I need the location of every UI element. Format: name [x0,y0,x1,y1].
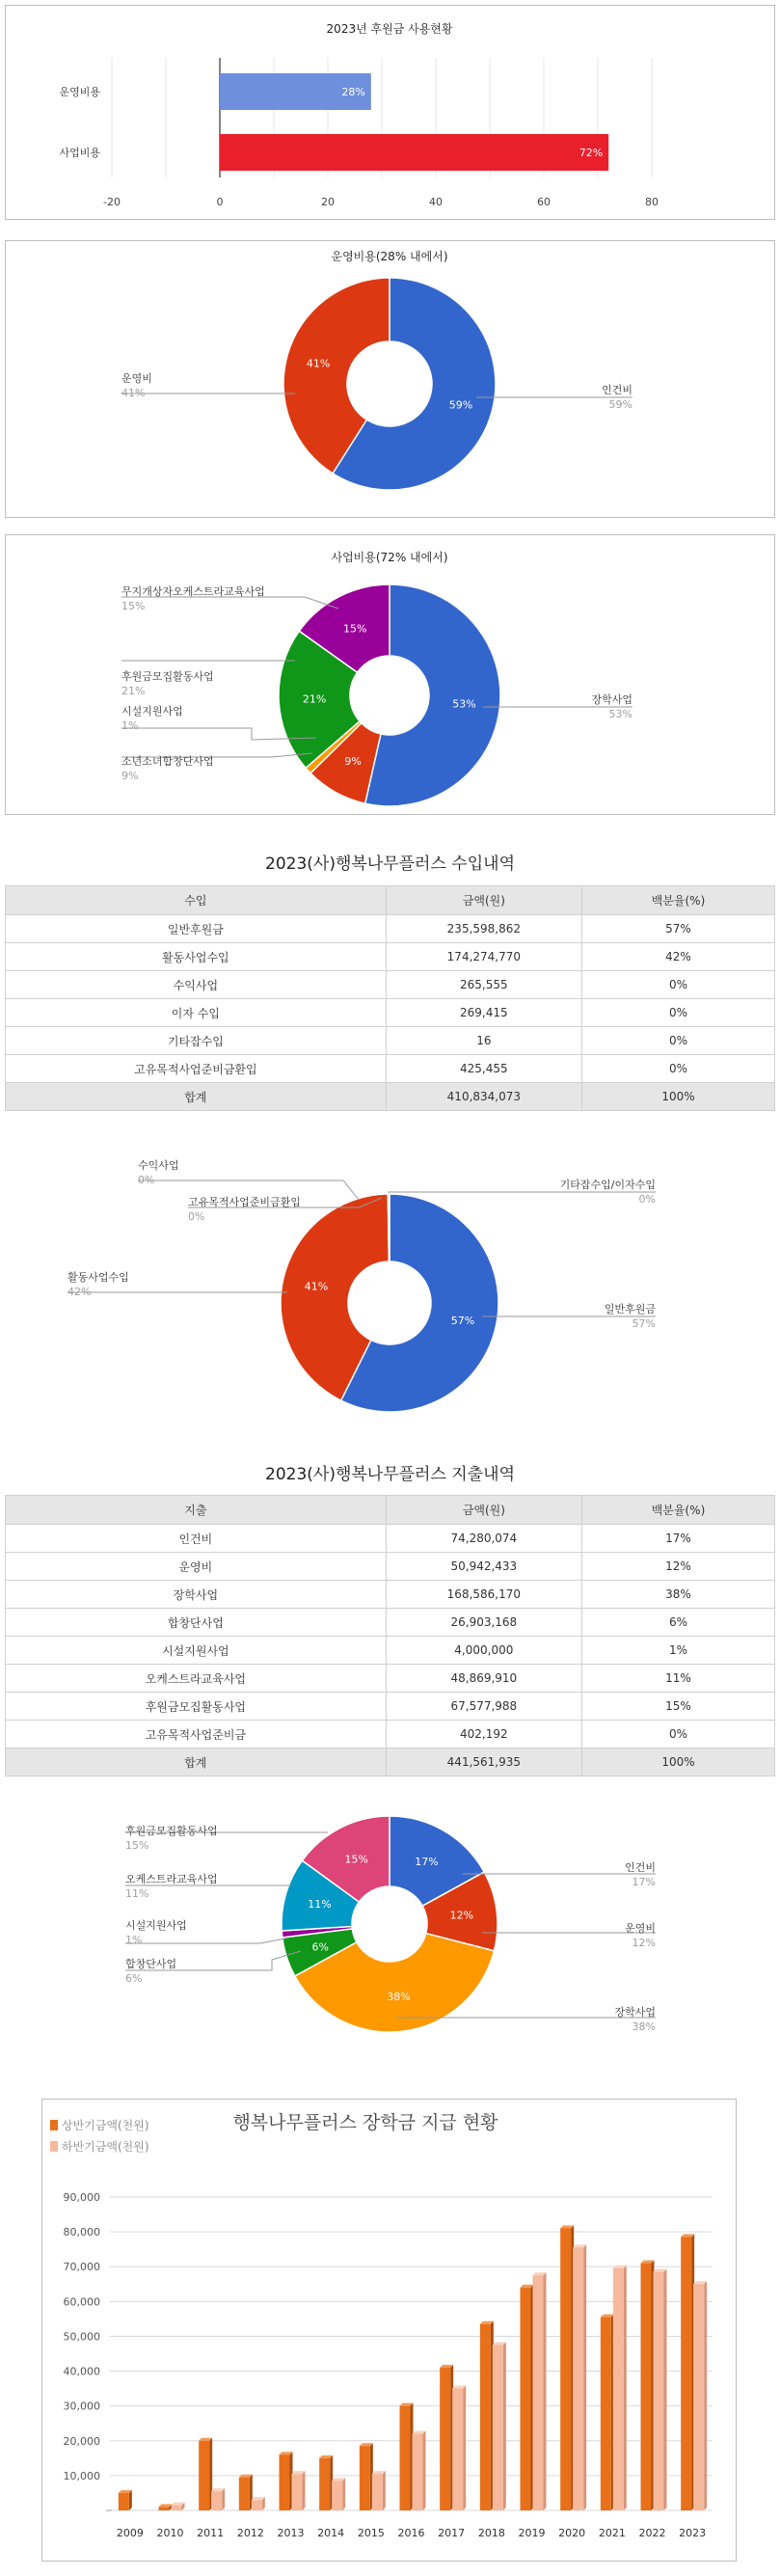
bar-side [544,2272,547,2510]
callout-label: 시설지원사업 [121,705,183,718]
legend-label: 상반기금액(천원) [62,2119,149,2132]
callout-percent: 38% [632,2020,656,2033]
legend-swatch [50,2141,58,2152]
table-cell: 시설지원사업 [6,1637,387,1665]
table-cell: 26,903,168 [386,1609,581,1637]
bar [211,2491,222,2510]
table-cell: 1% [581,1637,774,1665]
callout-line [121,597,338,609]
slice-value-label: 12% [449,1909,474,1922]
expense-title: 2023(사)행복나무플러스 지출내역 [265,1465,515,1484]
table-total-row [6,1083,775,1111]
table-cell: 운영비 [6,1553,387,1581]
income-donut-chart [0,1148,780,1418]
bar [172,2506,182,2510]
bar [413,2434,423,2510]
callout-percent: 9% [121,770,139,782]
bar-value-label: 72% [578,147,604,159]
table-cell: 기타잡수입 [6,1027,387,1055]
x-tick-label: 2009 [116,2527,144,2539]
chart-title: 2023년 후원금 사용현황 [326,22,453,36]
x-tick-label: 2021 [598,2527,626,2539]
table-cell: 장학사업 [6,1581,387,1609]
table-cell: 441,561,935 [386,1749,581,1776]
table-cell: 50,942,433 [386,1553,581,1581]
bar-side [383,2471,386,2510]
x-tick-label: 2020 [558,2527,586,2539]
callout-percent: 11% [125,1887,149,1900]
callout-percent: 15% [121,600,146,612]
table-cell: 후원금모집활동사업 [6,1693,387,1721]
table-row [6,1693,775,1721]
bar [452,2389,463,2510]
slice-value-label: 21% [302,692,327,706]
table-header-row [6,886,775,915]
y-tick-label: 50,000 [63,2330,100,2344]
chart-title: 운영비용(28% 내에서) [331,250,448,263]
x-tick-label: 2023 [679,2527,707,2539]
legend-label: 하반기금액(천원) [62,2140,149,2154]
table-header-row [6,1496,775,1525]
bar [360,2446,370,2510]
callout-percent: 15% [125,1839,149,1852]
table-total-row [6,1749,775,1776]
slice-value-label: 59% [448,398,473,412]
table-cell: 57% [581,915,774,943]
table-row [6,915,775,943]
table-row [6,1027,775,1055]
expense-donut-chart [0,1803,780,2064]
bar [641,2264,652,2510]
table-row [6,1581,775,1609]
table-cell: 235,598,862 [386,915,581,943]
callout-label: 인건비 [602,384,632,396]
table-cell: 4,000,000 [386,1637,581,1665]
table-header-cell: 백분율(%) [581,1496,774,1525]
bar [239,2478,250,2510]
bar [400,2406,411,2510]
bar [560,2229,571,2511]
table-cell: 수익사업 [6,971,387,999]
callout-label: 후원금모집활동사업 [121,670,214,683]
table-row [6,1637,775,1665]
callout-label: 장학사업 [591,693,632,706]
slice-value-label: 41% [304,1280,329,1293]
x-tick-label: 2018 [477,2527,505,2539]
table-cell: 17% [581,1525,774,1553]
slice-value-label: 15% [343,622,367,636]
bar [654,2272,664,2510]
table-row [6,943,775,971]
bar-side [222,2488,225,2510]
table-cell: 이자 수입 [6,999,387,1027]
bar [493,2345,503,2510]
bar-side [624,2265,627,2510]
table-cell: 100% [581,1083,774,1111]
income-table [5,885,775,1111]
callout-label: 인건비 [625,1861,656,1874]
table-cell: 269,415 [386,999,581,1027]
x-tick-label: 40 [429,196,443,208]
slice-value-label: 9% [344,755,362,769]
category-label: 운영비용 [59,86,100,98]
callout-label: 기타잡수입/이자수입 [559,1179,656,1191]
callout-label: 시설지원사업 [125,1919,187,1932]
callout-percent: 6% [125,1972,143,1985]
table-cell: 고유목적사업준비금환입 [6,1055,387,1083]
table-header-cell: 지출 [6,1496,387,1525]
y-tick-label: 10,000 [63,2469,100,2482]
callout-percent: 42% [67,1286,92,1298]
table-cell: 67,577,988 [386,1693,581,1721]
table-cell: 0% [581,1721,774,1749]
scholarship-chart-panel [41,2099,737,2562]
table-header-cell: 수입 [6,886,387,915]
bar [280,2454,290,2510]
y-tick-label: 60,000 [63,2295,100,2309]
table-cell: 168,586,170 [386,1581,581,1609]
income-title: 2023(사)행복나무플러스 수입내역 [265,854,515,874]
bar [319,2458,330,2510]
table-cell: 15% [581,1693,774,1721]
bar-side [342,2478,345,2510]
slice-value-label: 11% [308,1897,332,1911]
business-donut-chart [6,535,774,814]
callout-line [125,1939,285,1943]
callout-label: 무지개상자오케스트라교육사업 [121,585,265,598]
callout-percent: 1% [121,719,139,732]
bar [480,2324,491,2510]
table-cell: 42% [581,943,774,971]
x-tick-label: 2017 [438,2527,466,2539]
table-row [6,1721,775,1749]
y-tick-label: 30,000 [63,2400,100,2413]
table-cell: 425,455 [386,1055,581,1083]
x-tick-label: 2015 [357,2527,385,2539]
table-row [6,1553,775,1581]
table-cell: 합계 [6,1749,387,1776]
callout-label: 후원금모집활동사업 [125,1825,218,1837]
callout-label: 장학사업 [614,2006,656,2019]
callout-percent: 17% [632,1876,656,1888]
x-tick-label: -20 [103,196,121,208]
operating-chart-panel [5,240,775,518]
x-tick-label: 2022 [638,2527,666,2539]
bar-side [463,2386,466,2510]
table-cell: 100% [581,1749,774,1776]
table-cell: 인건비 [6,1525,387,1553]
bar [119,2493,129,2510]
callout-label: 운영비 [625,1922,656,1935]
y-tick-label: 20,000 [63,2434,100,2448]
table-cell: 0% [581,1055,774,1083]
slice-value-label: 15% [344,1853,368,1866]
bar [332,2481,342,2510]
x-tick-label: 2016 [397,2527,425,2539]
callout-label: 일반후원금 [604,1303,656,1315]
x-tick-label: 2011 [197,2527,225,2539]
callout-percent: 53% [608,708,632,720]
scholarship-bar-chart [42,2100,736,2561]
table-cell: 0% [581,1027,774,1055]
callout-percent: 59% [608,398,632,411]
table-cell: 11% [581,1665,774,1693]
bar [613,2268,624,2510]
table-header-cell: 금액(원) [386,886,581,915]
table-header-cell: 금액(원) [386,1496,581,1525]
bar [440,2368,450,2510]
callout-percent: 0% [638,1193,656,1206]
bar-side [423,2431,426,2510]
slice-value-label: 6% [311,1940,329,1954]
callout-percent: 1% [125,1934,143,1946]
legend-swatch [50,2120,58,2130]
y-tick-label: 70,000 [63,2261,100,2274]
bar-value-label: 28% [341,86,365,98]
slice-value-label: 53% [452,697,476,711]
bar-side [129,2490,132,2510]
chart-title: 사업비용(72% 내에서) [331,551,448,564]
bar [681,2237,691,2510]
slice-value-label: 17% [415,1856,439,1869]
bar [159,2507,170,2510]
callout-label: 수익사업 [138,1159,179,1172]
operating-donut-chart [6,241,774,517]
callout-label: 합창단사업 [125,1958,177,1970]
x-tick-label: 2019 [518,2527,546,2539]
table-cell: 일반후원금 [6,915,387,943]
callout-percent: 21% [121,685,146,697]
table-cell: 활동사업수입 [6,943,387,971]
table-row [6,1055,775,1083]
bar [693,2284,704,2510]
table-cell: 0% [581,999,774,1027]
bar [573,2247,583,2510]
x-tick-label: 80 [645,196,659,208]
table-row [6,1525,775,1553]
y-tick-label: 90,000 [63,2191,100,2204]
bar [252,2500,262,2510]
bar [199,2441,209,2510]
callout-percent: 0% [138,1174,155,1186]
callout-label: 활동사업수입 [67,1271,129,1284]
table-cell: 0% [581,971,774,999]
table-cell: 174,274,770 [386,943,581,971]
business-chart-panel [5,534,775,815]
slice-value-label: 41% [306,357,331,370]
x-tick-label: 2014 [317,2527,345,2539]
x-tick-label: 60 [537,196,551,208]
table-cell: 265,555 [386,971,581,999]
callout-percent: 57% [632,1317,656,1330]
y-tick-label: 40,000 [63,2365,100,2378]
usage-bar-chart [6,6,774,219]
table-cell: 오케스트라교육사업 [6,1665,387,1693]
callout-percent: 12% [632,1937,656,1949]
expense-table [5,1495,775,1776]
bar [521,2288,531,2510]
bar-side [664,2269,667,2510]
category-label: 사업비용 [59,147,100,159]
x-tick-label: 0 [216,196,224,208]
table-cell: 410,834,073 [386,1083,581,1111]
bar [601,2318,611,2510]
table-cell: 38% [581,1581,774,1609]
table-row [6,1609,775,1637]
callout-label: 오케스트라교육사업 [125,1873,218,1885]
table-cell: 6% [581,1609,774,1637]
table-cell: 402,192 [386,1721,581,1749]
callout-label: 운영비 [121,372,152,385]
pie-slice [389,1194,390,1261]
table-header-cell: 백분율(%) [581,886,774,915]
callout-percent: 0% [188,1210,205,1223]
table-cell: 48,869,910 [386,1665,581,1693]
table-cell: 16 [386,1027,581,1055]
chart-title: 행복나무플러스 장학금 지급 현황 [232,2112,498,2133]
bar [533,2275,544,2510]
table-row [6,999,775,1027]
x-tick-label: 2013 [277,2527,305,2539]
y-tick-label: 80,000 [63,2226,100,2239]
slice-value-label: 57% [450,1314,475,1327]
bar [220,134,608,171]
x-tick-label: 20 [321,196,335,208]
bar-side [583,2244,586,2510]
bar [372,2474,383,2510]
usage-chart-panel [5,5,775,220]
table-row [6,971,775,999]
x-tick-label: 2012 [236,2527,264,2539]
table-row [6,1665,775,1693]
callout-label: 고유목적사업준비금환입 [188,1196,301,1208]
table-cell: 74,280,074 [386,1525,581,1553]
bar [292,2474,303,2510]
table-cell: 12% [581,1553,774,1581]
bar-side [704,2281,707,2510]
table-cell: 고유목적사업준비금 [6,1721,387,1749]
x-tick-label: 2010 [156,2527,184,2539]
bar-side [503,2342,506,2510]
callout-percent: 41% [121,387,146,399]
callout-label: 소년소녀합창단사업 [121,755,214,768]
bar-side [303,2471,306,2510]
slice-value-label: 38% [387,1990,411,2003]
table-cell: 합창단사업 [6,1609,387,1637]
table-cell: 합계 [6,1083,387,1111]
